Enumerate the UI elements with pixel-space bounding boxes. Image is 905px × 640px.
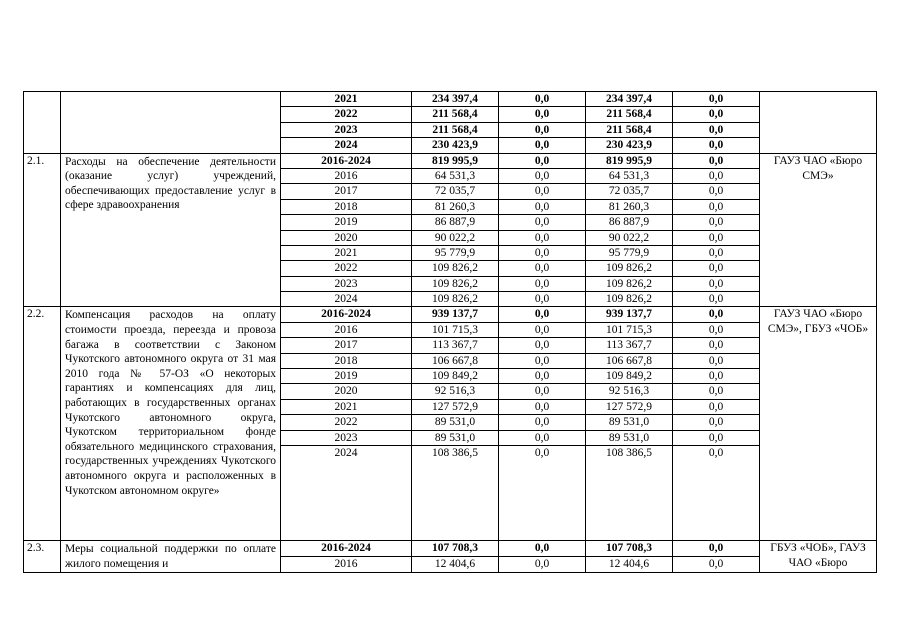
regional-cell: 86 887,9 <box>586 215 673 230</box>
total-cell: 108 386,5 <box>412 445 499 540</box>
other-cell: 0,0 <box>673 292 760 307</box>
total-cell: 72 035,7 <box>412 184 499 199</box>
regional-cell: 101 715,3 <box>586 322 673 337</box>
fed-cell: 0,0 <box>499 153 586 168</box>
table-row <box>24 307 877 322</box>
fed-cell: 0,0 <box>499 307 586 322</box>
regional-cell: 92 516,3 <box>586 384 673 399</box>
total-cell: 109 849,2 <box>412 369 499 384</box>
table-row <box>24 153 877 168</box>
other-cell: 0,0 <box>673 307 760 322</box>
fed-cell: 0,0 <box>499 215 586 230</box>
fed-cell: 0,0 <box>499 399 586 414</box>
other-cell: 0,0 <box>673 276 760 291</box>
total-cell: 109 826,2 <box>412 292 499 307</box>
other-cell: 0,0 <box>673 369 760 384</box>
year-cell: 2016 <box>281 557 412 573</box>
regional-cell: 109 826,2 <box>586 292 673 307</box>
year-cell: 2023 <box>281 122 412 137</box>
year-cell: 2024 <box>281 138 412 153</box>
total-cell: 819 995,9 <box>412 153 499 168</box>
total-cell: 211 568,4 <box>412 107 499 122</box>
fed-cell: 0,0 <box>499 353 586 368</box>
item-number <box>24 92 61 154</box>
other-cell: 0,0 <box>673 338 760 353</box>
regional-cell: 127 572,9 <box>586 399 673 414</box>
year-cell: 2016-2024 <box>281 307 412 322</box>
fed-cell: 0,0 <box>499 245 586 260</box>
fed-cell: 0,0 <box>499 122 586 137</box>
other-cell: 0,0 <box>673 384 760 399</box>
total-cell: 939 137,7 <box>412 307 499 322</box>
regional-cell: 819 995,9 <box>586 153 673 168</box>
fed-cell: 0,0 <box>499 168 586 183</box>
year-cell: 2024 <box>281 445 412 540</box>
regional-cell: 95 779,9 <box>586 245 673 260</box>
regional-cell: 106 667,8 <box>586 353 673 368</box>
regional-cell: 109 826,2 <box>586 261 673 276</box>
regional-cell: 64 531,3 <box>586 168 673 183</box>
total-cell: 81 260,3 <box>412 199 499 214</box>
year-cell: 2023 <box>281 430 412 445</box>
other-cell: 0,0 <box>673 322 760 337</box>
other-cell: 0,0 <box>673 199 760 214</box>
year-cell: 2019 <box>281 215 412 230</box>
fed-cell: 0,0 <box>499 384 586 399</box>
responsible-executor: ГАУЗ ЧАО «Бюро СМЭ» <box>760 153 877 307</box>
fed-cell: 0,0 <box>499 369 586 384</box>
year-cell: 2021 <box>281 245 412 260</box>
total-cell: 64 531,3 <box>412 168 499 183</box>
total-cell: 113 367,7 <box>412 338 499 353</box>
other-cell: 0,0 <box>673 230 760 245</box>
regional-cell: 113 367,7 <box>586 338 673 353</box>
item-number: 2.2. <box>24 307 61 541</box>
other-cell: 0,0 <box>673 430 760 445</box>
fed-cell: 0,0 <box>499 107 586 122</box>
other-cell: 0,0 <box>673 107 760 122</box>
total-cell: 95 779,9 <box>412 245 499 260</box>
table-row <box>24 540 877 556</box>
regional-cell: 211 568,4 <box>586 122 673 137</box>
total-cell: 107 708,3 <box>412 540 499 556</box>
responsible-executor: ГАУЗ ЧАО «Бюро СМЭ», ГБУЗ «ЧОБ» <box>760 307 877 541</box>
fed-cell: 0,0 <box>499 557 586 573</box>
regional-cell: 12 404,6 <box>586 557 673 573</box>
total-cell: 12 404,6 <box>412 557 499 573</box>
other-cell: 0,0 <box>673 353 760 368</box>
fed-cell: 0,0 <box>499 199 586 214</box>
year-cell: 2021 <box>281 399 412 414</box>
other-cell: 0,0 <box>673 122 760 137</box>
year-cell: 2016 <box>281 168 412 183</box>
regional-cell: 234 397,4 <box>586 92 673 107</box>
other-cell: 0,0 <box>673 245 760 260</box>
year-cell: 2017 <box>281 184 412 199</box>
total-cell: 127 572,9 <box>412 399 499 414</box>
other-cell: 0,0 <box>673 445 760 540</box>
regional-cell: 108 386,5 <box>586 445 673 540</box>
regional-cell: 107 708,3 <box>586 540 673 556</box>
total-cell: 92 516,3 <box>412 384 499 399</box>
fed-cell: 0,0 <box>499 338 586 353</box>
fed-cell: 0,0 <box>499 540 586 556</box>
total-cell: 86 887,9 <box>412 215 499 230</box>
other-cell: 0,0 <box>673 557 760 573</box>
total-cell: 90 022,2 <box>412 230 499 245</box>
year-cell: 2019 <box>281 369 412 384</box>
budget-table <box>23 91 877 573</box>
year-cell: 2016-2024 <box>281 153 412 168</box>
regional-cell: 230 423,9 <box>586 138 673 153</box>
total-cell: 101 715,3 <box>412 322 499 337</box>
regional-cell: 939 137,7 <box>586 307 673 322</box>
other-cell: 0,0 <box>673 153 760 168</box>
total-cell: 109 826,2 <box>412 276 499 291</box>
regional-cell: 109 826,2 <box>586 276 673 291</box>
other-cell: 0,0 <box>673 168 760 183</box>
fed-cell: 0,0 <box>499 230 586 245</box>
year-cell: 2022 <box>281 107 412 122</box>
other-cell: 0,0 <box>673 261 760 276</box>
fed-cell: 0,0 <box>499 261 586 276</box>
year-cell: 2016-2024 <box>281 540 412 556</box>
item-description: Меры социальной поддержки по оплате жилого помещения и <box>61 540 281 572</box>
year-cell: 2017 <box>281 338 412 353</box>
year-cell: 2020 <box>281 384 412 399</box>
year-cell: 2016 <box>281 322 412 337</box>
total-cell: 230 423,9 <box>412 138 499 153</box>
responsible-executor <box>760 92 877 154</box>
fed-cell: 0,0 <box>499 292 586 307</box>
regional-cell: 211 568,4 <box>586 107 673 122</box>
table-row <box>24 92 877 107</box>
responsible-executor: ГБУЗ «ЧОБ», ГАУЗ ЧАО «Бюро <box>760 540 877 572</box>
year-cell: 2023 <box>281 276 412 291</box>
total-cell: 211 568,4 <box>412 122 499 137</box>
total-cell: 109 826,2 <box>412 261 499 276</box>
fed-cell: 0,0 <box>499 276 586 291</box>
fed-cell: 0,0 <box>499 138 586 153</box>
regional-cell: 90 022,2 <box>586 230 673 245</box>
other-cell: 0,0 <box>673 215 760 230</box>
other-cell: 0,0 <box>673 138 760 153</box>
table-body <box>24 92 877 573</box>
fed-cell: 0,0 <box>499 184 586 199</box>
other-cell: 0,0 <box>673 399 760 414</box>
item-description <box>61 92 281 154</box>
regional-cell: 89 531,0 <box>586 415 673 430</box>
total-cell: 89 531,0 <box>412 430 499 445</box>
other-cell: 0,0 <box>673 184 760 199</box>
fed-cell: 0,0 <box>499 92 586 107</box>
other-cell: 0,0 <box>673 415 760 430</box>
regional-cell: 89 531,0 <box>586 430 673 445</box>
year-cell: 2018 <box>281 199 412 214</box>
year-cell: 2018 <box>281 353 412 368</box>
fed-cell: 0,0 <box>499 445 586 540</box>
fed-cell: 0,0 <box>499 430 586 445</box>
item-description: Компенсация расходов на оплату стоимости проезда, переезда и провоза багажа в соответствии с Законом Чукотского автономного округа от 31 мая 2010 года № 57-ОЗ «О некоторых гарантиях и компенсациях для лиц, работающих в государственных органах Чукотского автономного округа, Чукотском территориальном фонде обязательного медицинского страхования, государственных учреждениях Чукотского автономного округа и расположенных в Чукотском автономном округе» <box>61 307 281 541</box>
item-description: Расходы на обеспечение деятельности (оказание услуг) учреждений, обеспечивающих предоставление услуг в сфере здравоохранения <box>61 153 281 307</box>
year-cell: 2020 <box>281 230 412 245</box>
year-cell: 2022 <box>281 261 412 276</box>
item-number: 2.3. <box>24 540 61 572</box>
other-cell: 0,0 <box>673 92 760 107</box>
total-cell: 234 397,4 <box>412 92 499 107</box>
regional-cell: 81 260,3 <box>586 199 673 214</box>
year-cell: 2021 <box>281 92 412 107</box>
regional-cell: 109 849,2 <box>586 369 673 384</box>
fed-cell: 0,0 <box>499 415 586 430</box>
fed-cell: 0,0 <box>499 322 586 337</box>
total-cell: 89 531,0 <box>412 415 499 430</box>
other-cell: 0,0 <box>673 540 760 556</box>
total-cell: 106 667,8 <box>412 353 499 368</box>
item-number: 2.1. <box>24 153 61 307</box>
year-cell: 2024 <box>281 292 412 307</box>
year-cell: 2022 <box>281 415 412 430</box>
regional-cell: 72 035,7 <box>586 184 673 199</box>
